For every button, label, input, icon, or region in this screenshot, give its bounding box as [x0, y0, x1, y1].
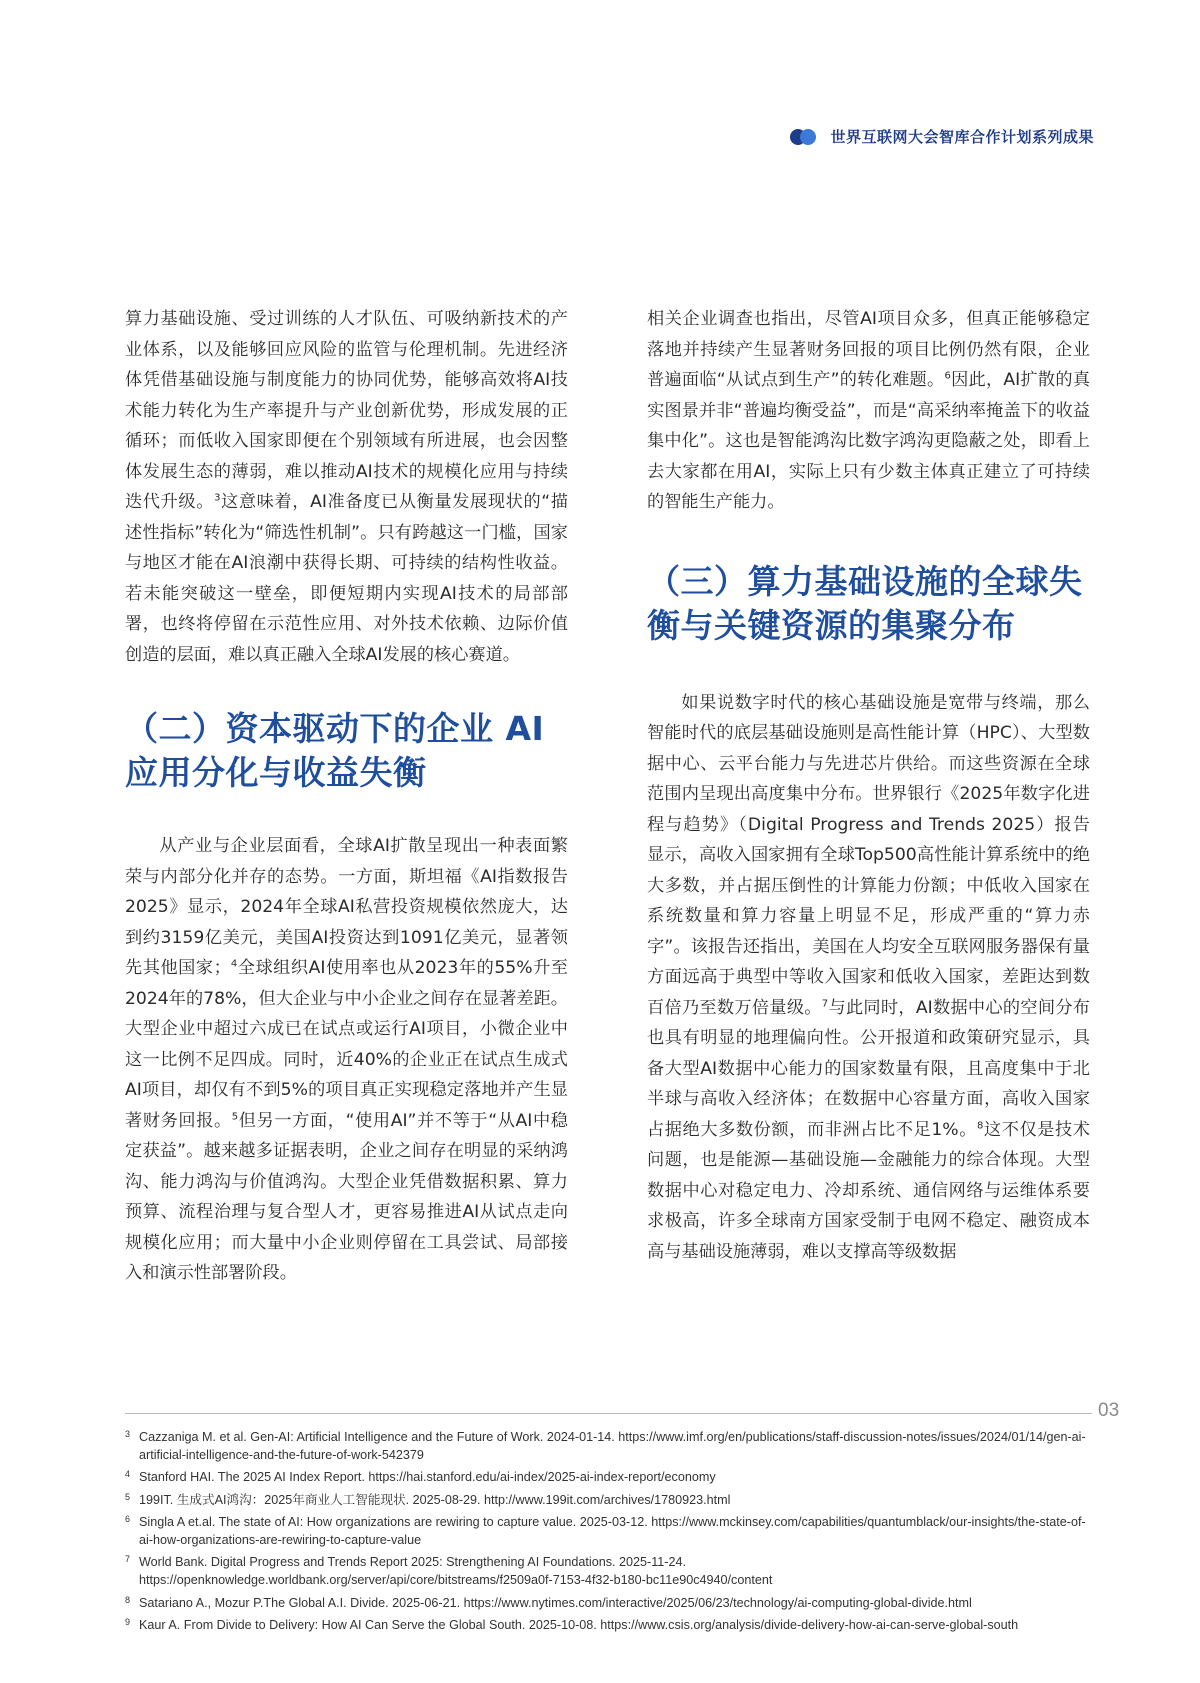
page-header	[788, 126, 1094, 147]
page-number: 03	[1098, 1400, 1120, 1421]
footnote: 9 Kaur A. From Divide to Delivery: How AI Can Serve the Global South. 2025-10-08. https://www.csis.org/analysis/divide-delivery-how-ai-can-serve-global-south	[125, 1616, 1019, 1632]
footnote-divider	[125, 1413, 1092, 1414]
section-heading: （二）资本驱动下的企业 AI 应用分化与收益失衡	[125, 709, 545, 792]
paragraph: 从产业与企业层面看，全球AI扩散呈现出一种表面繁荣与内部分化并存的态势。一方面，斯坦福《AI指数报告2025》显示，2024年全球AI私营投资规模依然庞大，达到约3159亿美元，美国AI投资达到1091亿美元，显著领先其他国家；$^4$全球组织AI使用率也从2023年的55%升至2024年的78%，但大企业与中小企业之间存在显著差距。大型企业中超过六成已在试点或运行AI项目，小微企业中这一比例不足四成。同时，近40%的企业正在试点生成式AI项目，却仅有不到5%的项目真正实现稳定落地并产生显著财务回报。$^5$但另一方面，“使用AI”并不等于“从AI中稳定获益”。越来越多证据表明，企业之间存在明显的采纳鸿沟、能力鸿沟与价值鸿沟。大型企业凭借数据积累、算力预算、流程治理与复合型人才，更容易推进AI从试点走向规模化应用；而大量中小企业则停留在工具尝试、局部接入和演示性部署阶段。	[125, 836, 568, 1283]
footnote-ref[interactable]: 3	[214, 492, 221, 504]
footnote-ref[interactable]: 8	[976, 1119, 984, 1131]
left-column	[125, 304, 568, 1289]
footnote: 7 World Bank. Digital Progress and Trends Report 2025: Strengthening AI Foundations. 2025-11-24. https://openknowledge.worldbank.org/server/api/core/bitstreams/f2509a0f-7153-4f32-b180-bc11e90c4940/content	[125, 1554, 773, 1588]
header-title: 世界互联网大会智库合作计划系列成果	[830, 128, 1094, 146]
paragraph: 如果说数字时代的核心基础设施是宽带与终端，那么智能时代的底层基础设施则是高性能计算（HPC）、大型数据中心、云平台能力与先进芯片供给。而这些资源在全球范围内呈现出高度集中分布。世界银行《2025年数字化进程与趋势》（Digital Progress and Trends 2025）报告显示，高收入国家拥有全球Top500高性能计算系统中的绝大多数，并占据压倒性的计算能力份额；中低收入国家在系统数量和算力容量上明显不足，形成严重的“算力赤字”。该报告还指出，美国在人均安全互联网服务器保有量方面远高于典型中等收入国家和低收入国家，差距达到数百倍乃至数万倍量级。$^7$与此同时，AI数据中心的空间分布也具有明显的地理偏向性。公开报道和政策研究显示，具备大型AI数据中心能力的国家数量有限，且高度集中于北半球与高收入经济体；在数据中心容量方面，高收入国家占据绝大多数份额，而非洲占比不足1%。$^8$这不仅是技术问题，也是能源—基础设施—金融能力的综合体现。大型数据中心对稳定电力、冷却系统、通信网络与运维体系要求极高，许多全球南方国家受制于电网不稳定、融资成本高与基础设施薄弱，难以支撑高等级数据	[647, 692, 1090, 1262]
footnotes	[125, 1428, 1090, 1638]
footnote-ref[interactable]: 4	[230, 958, 238, 970]
logo-icon	[788, 127, 818, 147]
footnote: 6 Singla A et.al. The state of AI: How organizations are rewiring to capture value. 2025-03-12. https://www.mckinsey.com/capabilities/quantumblack/our-insights/the-state-of-ai-how-organizations-are-rewiring-to-capture-value	[125, 1513, 1086, 1548]
footnote: 3 Cazzaniga M. et al. Gen-AI: Artificial Intelligence and the Future of Work. 2024-01-14. https://www.imf.org/en/publications/staff-discussion-notes/issues/2024/01/14/gen-ai-artificial-intelligence-and-the-future-of-work-542379	[125, 1429, 1086, 1463]
paragraph: 相关企业调查也指出，尽管AI项目众多，但真正能够稳定落地并持续产生显著财务回报的项目比例仍然有限，企业普遍面临“从试点到生产”的转化难题。$^6$因此，AI扩散的真实图景并非“普遍均衡受益”，而是“高采纳率掩盖下的收益集中化”。这也是智能鸿沟比数字鸿沟更隐蔽之处，即看上去大家都在用AI，实际上只有少数主体真正建立了可持续的智能生产能力。	[647, 309, 1091, 512]
footnote: 4 Stanford HAI. The 2025 AI Index Report. https://hai.stanford.edu/ai-index/2025-ai-index-report/economy	[125, 1469, 716, 1485]
footnote: 8 Satariano A., Mozur P.The Global A.I. Divide. 2025-06-21. https://www.nytimes.com/interactive/2025/06/23/technology/ai-computing-global-divide.html	[125, 1594, 972, 1610]
footnote-ref[interactable]: 6	[944, 370, 951, 382]
section-heading: （三）算力基础设施的全球失衡与关键资源的集聚分布	[647, 561, 1083, 645]
footnote-ref[interactable]: 7	[821, 997, 829, 1009]
paragraph: 算力基础设施、受过训练的人才队伍、可吸纳新技术的产业体系，以及能够回应风险的监管与伦理机制。先进经济体凭借基础设施与制度能力的协同优势，能够高效将AI技术能力转化为生产率提升与产业创新优势，形成发展的正循环；而低收入国家即便在个别领域有所进展，也会因整体发展生态的薄弱，难以推动AI技术的规模化应用与持续迭代升级。$^3$这意味着，AI准备度已从衡量发展现状的“描述性指标”转化为“筛选性机制”。只有跨越这一门槛，国家与地区才能在AI浪潮中获得长期、可持续的结构性收益。若未能突破这一壁垒，即便短期内实现AI技术的局部部署，也终将停留在示范性应用、对外技术依赖、边际价值创造的层面，难以真正融入全球AI发展的核心赛道。	[125, 309, 568, 665]
right-column	[647, 304, 1090, 1267]
footnote: 5 199IT. 生成式AI鸿沟：2025年商业人工智能现状. 2025-08-29. http://www.199it.com/archives/1780923.html	[125, 1491, 731, 1507]
footnote-ref[interactable]: 5	[231, 1110, 239, 1122]
